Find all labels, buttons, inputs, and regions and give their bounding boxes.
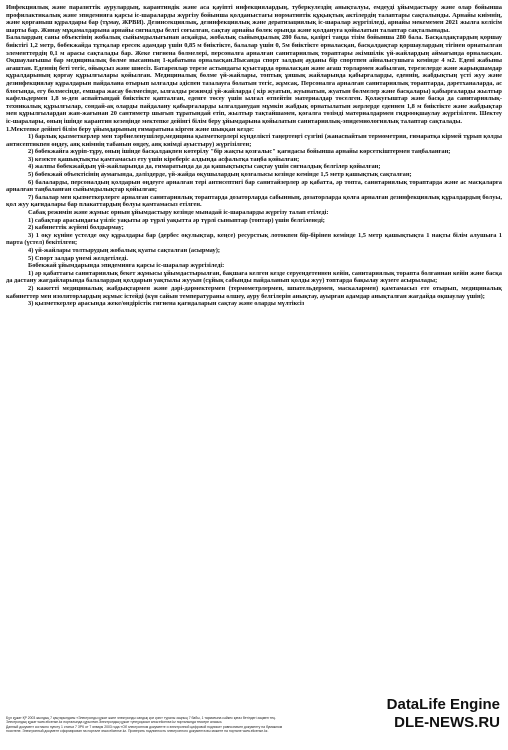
watermark-url: DLE-NEWS.RU — [394, 714, 500, 731]
legal-footer — [6, 716, 342, 734]
section-heading: 1.Мектепке дейінгі білім беру ұйымдарының ғимаратына кірген және шыққан кезде: — [6, 125, 255, 133]
footer-line: Бұл құжат ҚР 2003 жылдың 7 қаңтарындағы «Электронды құжат және электронды сандық қол қою» туралы заңның 7 бабы, 1 тармағына сәйкес қағаз бетіндегі заңмен тең. — [6, 716, 276, 720]
footer-line: носителе. Электронный документ сформирован на портале www.elicense.kz. Проверить подлинность электронного документа вы можете на портале www.elicense.kz. — [6, 729, 269, 734]
watermark-name: DataLife Engine — [386, 696, 500, 713]
list-item: 4) үй-жайлары толтырудың жобалық қуаты сақталған (асырмау); — [28, 247, 220, 254]
list-item: 4) жалпы бөбекжайдың үй-жайларында да, ғимаратында да да қашықтықты сақтау үшін сигналдық белгілер қойылған; — [28, 163, 381, 171]
paragraph: Бөбекжай ұйымдарында эпидемияға қарсы іс-шаралар жүргізіледі: — [28, 262, 225, 270]
list-item: 3) 1 оқу күніне үстелде оқу құралдары бар (дербес оқулықтар, кеңсе) ресурстық лотокпен бір-бірінен кемінде 1,5 метр қашықтықта 1 нақты білім алушыға 1 парта (үстел) бекітілген; — [6, 231, 502, 247]
list-item: 5) Спорт залдар үнемі желдетіледі. — [28, 254, 128, 262]
list-item: 2) кажетті медициналық жабдықтармен және дәрі-дәрмектермен (термометрлермен, шпательдермен, маскалармен) қамтамасыз ете отырып, медициналық кабинеттер мен изоляторлардың жұмыс істейді (күн сайын температураны өлшеу, ауру белгілерін анықтау, ауырған адамдар анықталған жағдайда оқшаулау үшін); — [6, 284, 502, 300]
footer-line: Электрондық құжат www.elicense.kz порталында құрылған.Электрондық құжат түпнұсқасын www.elicense.kz порталында тексере аласыз. — [6, 720, 223, 725]
list-item: 1) әр қабаттағы санитариялық бекет жұмысы ұйымдастырылған, бақшаға келген кезде серуендетеннен кейін, санитариялық торапта болғаннан кейін және басқа да дастану жағдайларында балалардың қолдарын уақтылы жууын (сұйық сабынды пайдаланып қолды жуу) топтарда бақылау жүзеге асырылады; — [6, 269, 502, 285]
list-item: 7) балалар мен қызметкерлерге арналған санитариялық тораптарда дозаторларда сабынның, дозаторларда қолға арналған дезинфекциялық құралдардың болуы, қол жуу қағидалары бар плакаттардың болуы қамтамасыз етілген. — [6, 193, 502, 209]
list-item: 1) сабақтар арасындағы үзіліс уақыты әр түрлі уақытта әр түрлі сыныптар (топтар) үшін белгіленеді; — [28, 216, 325, 224]
document-body — [6, 4, 502, 308]
list-item: 6) балаларды, персоналдың қолдарын өңдеуге арналған тері антисептигі бар санитайзерлер әр қабатта, әр топта, санитариялық тораптарда және ас масқаларға арналған таңбаланған сыйымдылықтар қойылған; — [6, 178, 502, 194]
paragraph: Сабақ режимін және жұмыс орнын ұйымдастыру кезінде мынадай іс-шараларды жүргізу талап етіледі: — [28, 209, 329, 217]
list-item: 2) бөбекжайға жүріп-тұру, оның ішінде басқалдақпен көтерілу "бір жақты қозғалыс" қағидасы бойынша арнайы көрсеткіштермен таңбаланған; — [28, 148, 451, 156]
paragraph: Инфекциялық және паразиттік аурулардың, карантиндік және аса қауіпті инфекциялардың, туберкулездің анықталуы, емдеуді ұйымдастыру және олар бойынша профилактикалық және эпидемияға қарсы іс-шараларды жүргізу бойынша қолданыстағы нормативтік құқықтық актілердің талаптары сақталынды. Арнайы киімнің, және қорғаныш құралдары бар (тұмау, ЖРВИ). Дезинсекциялық, дезинфекциялық және дератизациялық іс-шаралар жүргізіледі, арнайы мекемемен 2021 жылға келісім шарты бар. Жинау мұқамалдарына арнайы сигналды белгі соғылған, сақтау арнайы бөлек орында және қолдануға қойылатын талаптар сақталынады. — [6, 4, 502, 34]
watermark — [340, 696, 500, 732]
footer-line: Данный документ согласно пункту 1 статьи 7 ЗРК от 7 января 2003 года «Об электронном документе и электронной цифровой подписи» равнозначен документу на бумажном — [6, 724, 283, 729]
list-item: 5) бөбекжай объектісінің аумағында, дәліздерде, үй-жайда оқушылардың қозғалысы кезінде кемінде 1,5 метр қашықтық сақталған; — [28, 171, 412, 179]
list-item: 3) кезекте қашықтықты қамтамасыз ету үшін кіреберіс алдында асфальтқа таңба қойылған; — [28, 155, 300, 163]
list-item: 3) қызметкерлер арасында жеке/өндірістік гигиена қағидаларын сақтау және оларды мүлтіксіз — [28, 300, 305, 308]
paragraph: Балалардың саны объектінің жобалық сыйымдылығынан асқайды, жобалық сыйымдылық 280 бала, қазіргі таңда тізім бойынша 280 бала. Басқалдақтардың қоршау биіктігі 1,2 метр, бөбекжайда тұтқалар ересек адамдар үшін 0,85 м биіктікте, балалар үшін 0, 5м биіктікте орналасқан, басқалдақтар қоршаулардың тігінен орнатылған элементтердің 0,1 м арасы сақталады бар. Жеке гигиена бөлмелері, персоналға арналған санитариялық тораптары әкімшілік үй-жайлардың аймағында орналасқан. Оқшаулағышы бар медициналық бөлме нысанның 1-қабатына орналасқан.Нысанда спорт залдың ауданы бір спортпен айналысушыға кемінде 4 м2. Еденi жабыны ағаштан. Еденнің беті тегіс, ойықсыз және шиесіз. Батареялар терезе астындағы қуыстарда орналасқан және ағаш торлармен жабылған, терезелерде және жарықшамдар құралдарының қорғау құрылғылары қойылған. Медициналық бөлме үй-жайлары, топтық ұяшық жайларында қабырғаларды, еденнің, жабдықтың үсті жуу және дезинфекциялау құралдарын пайдалана отырып ылғалды әдіспен тазалауға болатын тегіс, жұмсақ. Персоналға арналған санитариялық тораптарда, дәретханаларда, ас блогында, егу бөлмесінде, емшара жасау бөлмесінде, ылғалды режимді үй-жайларда ( кір жуатын, жуынатын, жуатын бөлмелер және басқалары) қабырғаларды жылтыр кафельдермен 1,8 м-ден аспайтындай биіктікте қапталған, еденге төсеу үшін ылғал өтпейтін материалдар төселген. Қолжуғыштар және басқа да санитариялық-техникалық құрылғылар, сондай-ақ оларды пайдалану қабырғаларды ылғалданудан мұмкін жабдық орнатылатын жерлерде еденнен 1,8 м биіктікте және жабдықтар мен құрылғылардан жан-жағынан 20 сантиметр шығып тұратындай етіп, жылтыр тақтайшамен, қоғалға төзімді материалдармен гидрооқшаулау жүргізілген. Шектеу іс-шаралары, оның ішінде карантин кезеңінде мектепке дейінгі білім беру ұйымдарына қойылатын санитариялық-эпидемиологиялық талаптар сақталады. — [6, 34, 502, 125]
list-item: 2) кабинеттік жүйені болдырмау; — [28, 224, 124, 232]
list-item: 1) барлық қызметкерлер мен тәрбиеленушілер,медицина қызметкерлері күнделікті таңертеңгі сүзгіні (жанаспайтын термометрия, ғимаратқа кірмей тұрып қолды антисептикпен өңдеу, аяқ киімнің табанын өңдеу, аяқ киімді ауыстыру) жүргізілген; — [6, 133, 502, 148]
